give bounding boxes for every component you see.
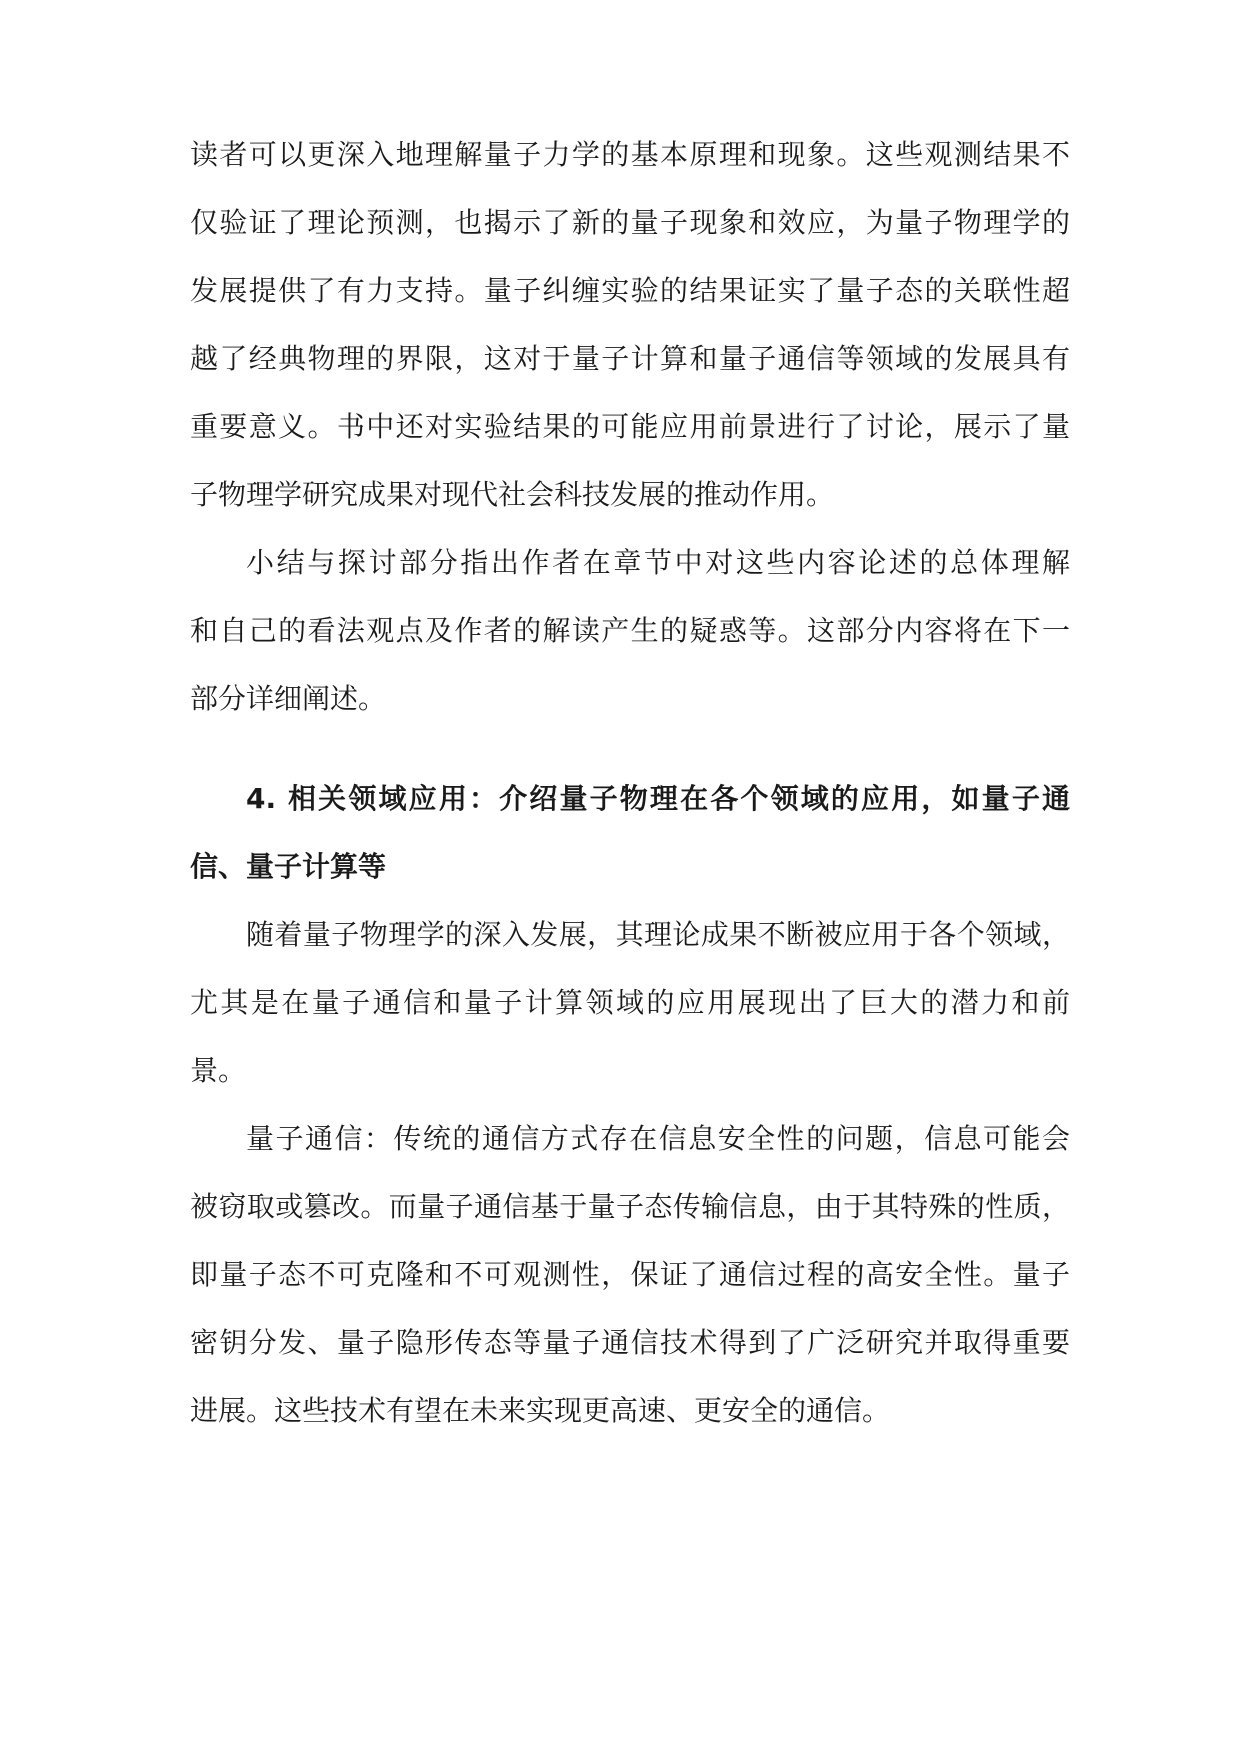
section-heading: 信、量子计算等	[190, 850, 387, 883]
paragraph-line: 随着量子物理学的深入发展，其理论成果不断被应用于各个领域，	[246, 918, 1070, 951]
paragraph-line: 读者可以更深入地理解量子力学的基本原理和现象。这些观测结果不	[190, 138, 1070, 171]
paragraph-line: 子物理学研究成果对现代社会科技发展的推动作用。	[190, 478, 835, 511]
paragraph-line: 即量子态不可克隆和不可观测性，保证了通信过程的高安全性。量子	[190, 1258, 1070, 1291]
paragraph-line: 仅验证了理论预测，也揭示了新的量子现象和效应，为量子物理学的	[190, 206, 1070, 239]
paragraph-line: 进展。这些技术有望在未来实现更高速、更安全的通信。	[190, 1394, 891, 1427]
section-heading: 4. 相关领域应用：介绍量子物理在各个领域的应用，如量子通	[246, 782, 1070, 815]
paragraph-line: 越了经典物理的界限，这对于量子计算和量子通信等领域的发展具有	[190, 342, 1070, 375]
paragraph-line: 和自己的看法观点及作者的解读产生的疑惑等。这部分内容将在下一	[190, 614, 1070, 647]
paragraph-line: 量子通信：传统的通信方式存在信息安全性的问题，信息可能会	[246, 1122, 1070, 1155]
paragraph-line: 密钥分发、量子隐形传态等量子通信技术得到了广泛研究并取得重要	[190, 1326, 1070, 1359]
paragraph-line: 发展提供了有力支持。量子纠缠实验的结果证实了量子态的关联性超	[190, 274, 1070, 307]
paragraph-line: 景。	[190, 1054, 247, 1087]
paragraph-line: 重要意义。书中还对实验结果的可能应用前景进行了讨论，展示了量	[190, 410, 1070, 443]
paragraph-line: 小结与探讨部分指出作者在章节中对这些内容论述的总体理解	[246, 546, 1070, 579]
paragraph-line: 尤其是在量子通信和量子计算领域的应用展现出了巨大的潜力和前	[190, 986, 1070, 1019]
paragraph-line: 部分详细阐述。	[190, 682, 387, 715]
paragraph-line: 被窃取或篡改。而量子通信基于量子态传输信息，由于其特殊的性质，	[190, 1190, 1070, 1223]
